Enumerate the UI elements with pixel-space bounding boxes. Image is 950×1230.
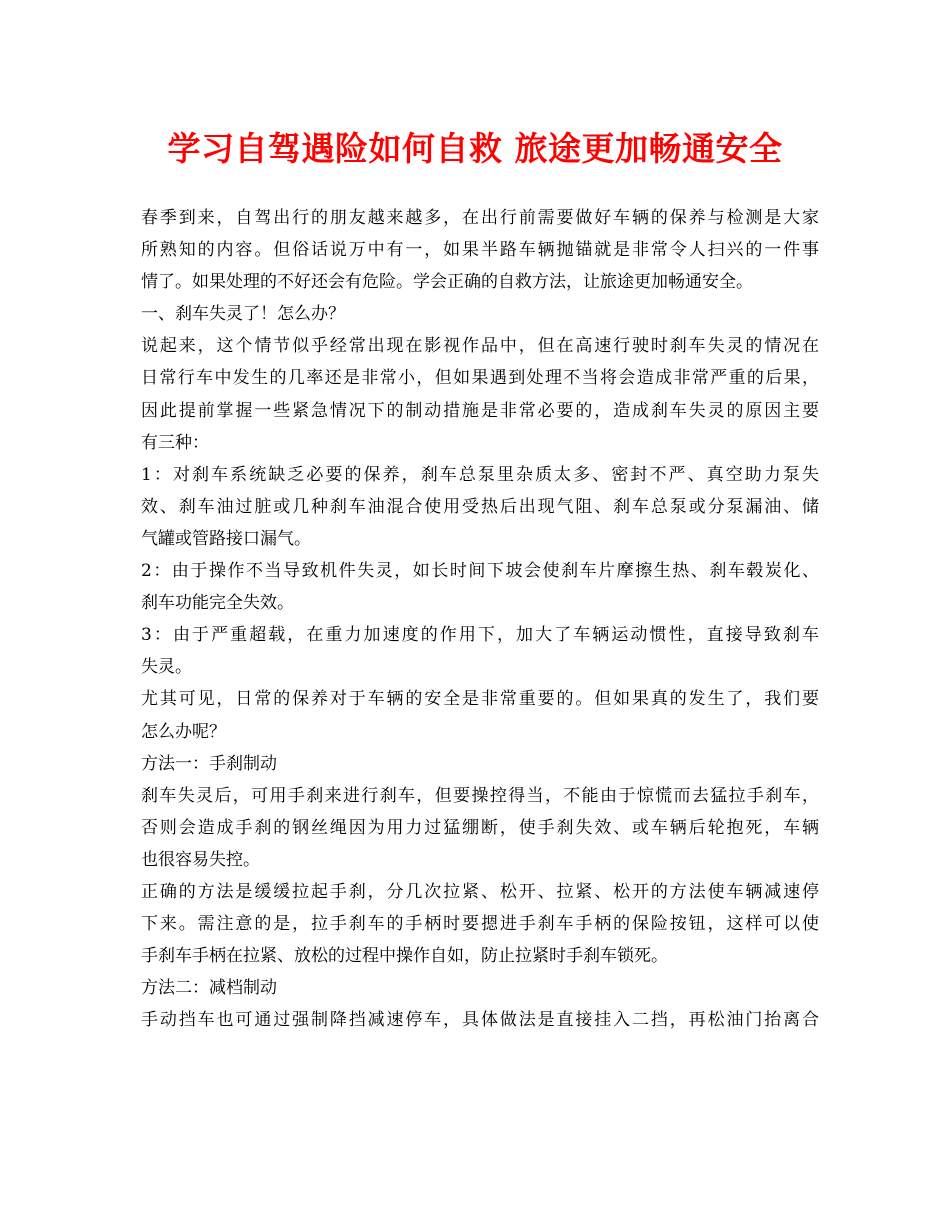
text-line: 手刹车手柄在拉紧、放松的过程中操作自如，防止拉紧时手刹车锁死。 (141, 946, 668, 967)
text-line: 失灵。 (141, 657, 192, 678)
text-line: 情了。如果处理的不好还会有危险。学会正确的自救方法，让旅途更加畅通安全。 (141, 272, 753, 293)
text-line: 说起来，这个情节似乎经常出现在影视作品中，但在高速行驶时刹车失灵的情况在 (141, 336, 819, 357)
text-line: 尤其可见，日常的保养对于车辆的安全是非常重要的。但如果真的发生了，我们要 (141, 689, 819, 710)
text-line: 怎么办呢？ (141, 721, 226, 742)
text-line: 气罐或管路接口漏气。 (141, 528, 311, 549)
text-line: 有三种： (141, 432, 209, 453)
text-line: 春季到来，自驾出行的朋友越来越多，在出行前需要做好车辆的保养与检测是大家 (141, 208, 819, 228)
text-line: 方法二：减档制动 (141, 978, 277, 999)
text-line: 手动挡车也可通过强制降挡减速停车，具体做法是直接挂入二挡，再松油门抬离合 (141, 1010, 819, 1031)
document-body (141, 202, 819, 1036)
text-line: 因此提前掌握一些紧急情况下的制动措施是非常必要的，造成刹车失灵的原因主要 (141, 400, 819, 421)
text-line: 方法一：手刹制动 (141, 753, 277, 774)
text-line: 正确的方法是缓缓拉起手刹，分几次拉紧、松开、拉紧、松开的方法使车辆减速停 (141, 881, 819, 902)
text-line: 否则会造成手刹的钢丝绳因为用力过猛绷断，使手刹失效、或车辆后轮抱死，车辆 (141, 817, 819, 838)
text-line: 下来。需注意的是，拉手刹车的手柄时要摁进手刹车手柄的保险按钮，这样可以使 (141, 914, 819, 935)
document-title: 学习自驾遇险如何自救 旅途更加畅通安全 (167, 129, 783, 168)
text-line: 3：由于严重超载，在重力加速度的作用下，加大了车辆运动惯性，直接导致刹车 (141, 625, 819, 646)
text-line: 刹车失灵后，可用手刹来进行刹车，但要操控得当，不能由于惊慌而去猛拉手刹车， (141, 785, 819, 806)
text-line: 刹车功能完全失效。 (141, 593, 294, 614)
text-line: 日常行车中发生的几率还是非常小，但如果遇到处理不当将会造成非常严重的后果， (141, 368, 819, 389)
text-line: 2：由于操作不当导致机件失灵，如长时间下坡会使刹车片摩擦生热、刹车毂炭化、 (141, 561, 819, 582)
text-line: 所熟知的内容。但俗话说万中有一，如果半路车辆抛锚就是非常令人扫兴的一件事 (141, 240, 819, 261)
text-line: 1：对刹车系统缺乏必要的保养，刹车总泵里杂质太多、密封不严、真空助力泵失 (141, 464, 819, 485)
text-line: 一、刹车失灵了！怎么办？ (141, 304, 345, 325)
text-line: 效、刹车油过脏或几种刹车油混合使用受热后出现气阻、刹车总泵或分泵漏油、储 (141, 496, 819, 517)
text-line: 也很容易失控。 (141, 849, 260, 870)
